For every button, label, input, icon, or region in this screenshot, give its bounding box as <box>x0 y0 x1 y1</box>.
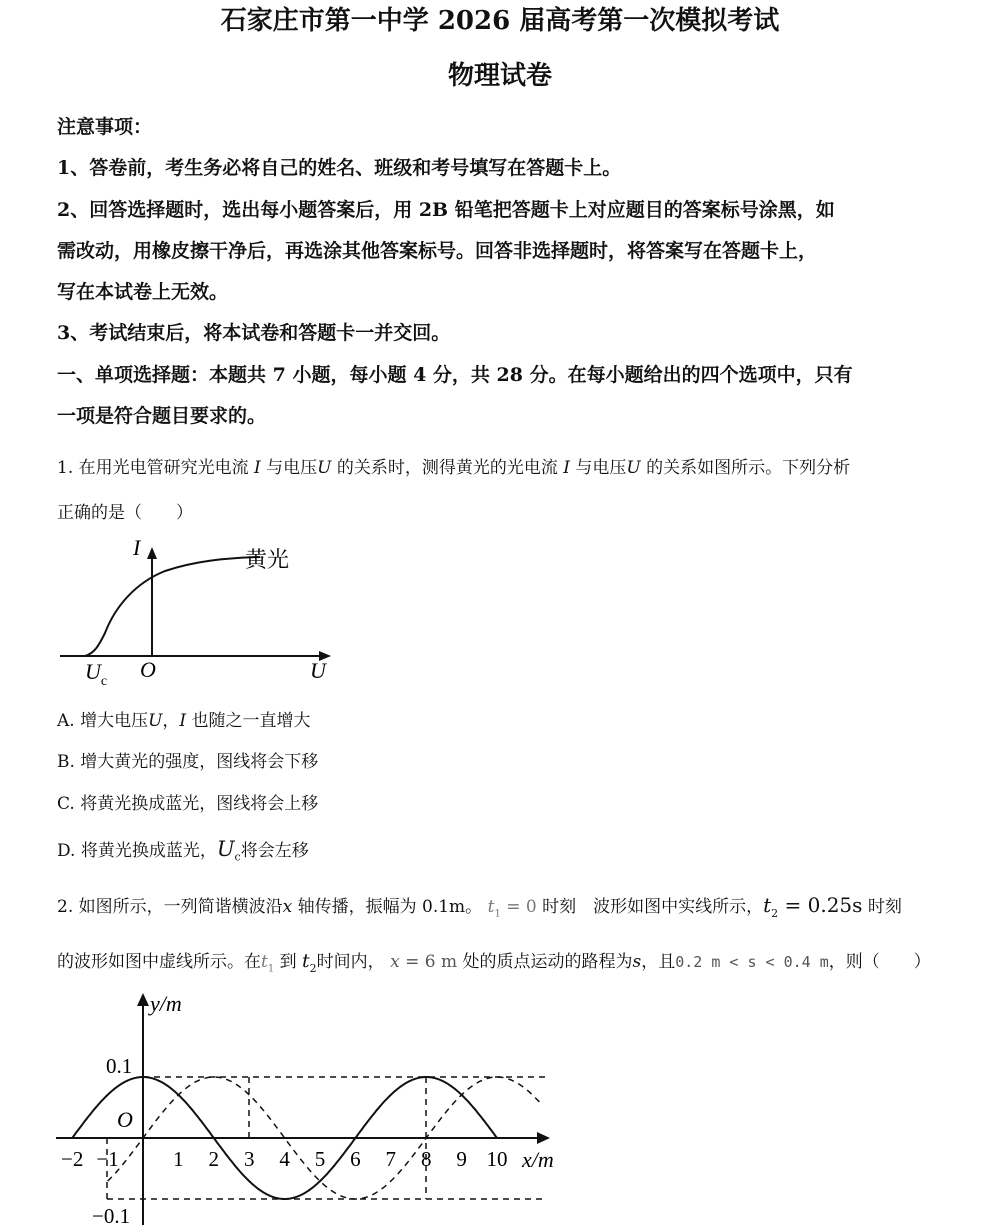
q1-photocurrent-graph <box>55 535 345 695</box>
q2-t1-eq: = 0 <box>500 897 537 917</box>
notice-line-2: 2、回答选择题时，选出每小题答案后，用 2B 铅笔把答题卡上对应题目的答案标号涂黑，如 <box>57 199 835 221</box>
q2-stem-line-1 <box>57 892 902 920</box>
q1-option-a <box>57 706 311 731</box>
q2-x-tick-label: 10 <box>486 1147 508 1171</box>
q2-y-tick-0.1: 0.1 <box>106 1054 133 1078</box>
q1-option-a-var-voltage: U <box>148 711 163 731</box>
q2-x-eq: = 6 m <box>399 952 458 972</box>
notice-line-3: 需改动，用橡皮擦干净后，再选涂其他答案标号。回答非选择题时，将答案写在答题卡上， <box>57 240 818 262</box>
q2-t2-sub: 2 <box>309 961 317 975</box>
q1-option-d-var-cutoff: U <box>216 837 235 861</box>
q1-stem-line-2: 正确的是（ ） <box>57 503 193 523</box>
q2-x-axis-label: x/m <box>522 1147 554 1172</box>
q1-var-voltage: U <box>626 458 641 478</box>
q2-stem-text: 时刻 <box>862 897 902 917</box>
notice-line-1: 1、答卷前，考生务必将自己的姓名、班级和考号填写在答题卡上。 <box>57 157 622 179</box>
q1-stem-text: 的关系时，测得黄光的光电流 <box>336 458 558 478</box>
q2-x-tick-label: 7 <box>385 1147 397 1171</box>
q1-option-d-text: D. 将黄光换成蓝光， <box>57 841 217 861</box>
q2-position-expr <box>390 952 457 972</box>
q1-stem-text: 与电压 <box>575 458 627 478</box>
q2-t2-expr <box>763 893 863 920</box>
q2-var-s: s <box>632 952 642 972</box>
q1-var-current: I <box>563 458 571 478</box>
q2-stem-text: 处的质点运动的路程为 <box>457 952 633 972</box>
q2-x-tick-label: 1 <box>173 1147 184 1171</box>
q2-x-tick-label: 5 <box>314 1147 326 1171</box>
q1-option-c: C. 将黄光换成蓝光，图线将会上移 <box>57 794 319 814</box>
q2-stem-text: ，则（ ） <box>828 952 931 972</box>
q2-var-x: x <box>282 897 293 917</box>
q1-var-current: I <box>254 458 261 478</box>
q1-option-d-text: 将会左移 <box>240 841 309 861</box>
q1-yellow-light-curve <box>85 557 260 656</box>
q2-y-tick-minus0.1: −0.1 <box>92 1204 131 1228</box>
q2-stem-text: 轴传播，振幅为 0.1m。 <box>292 897 483 917</box>
q2-x-axis-arrow <box>537 1132 550 1144</box>
notice-heading: 注意事项： <box>57 116 153 138</box>
q1-option-d <box>57 836 309 863</box>
q1-option-a-sep: ， <box>162 711 180 731</box>
q2-var-x: x <box>390 952 400 972</box>
q1-option-b: B. 增大黄光的强度，图线将会下移 <box>57 752 319 772</box>
q1-var-voltage: U <box>317 458 332 478</box>
q2-stem-line-2 <box>57 947 931 975</box>
q2-t2-eq: = 0.25s <box>778 893 863 917</box>
q2-t1-var: t <box>261 952 268 972</box>
notice-line-4: 写在本试卷上无效。 <box>57 281 229 303</box>
q2-stem-text: 的波形如图中虚线所示。在 <box>57 952 261 972</box>
notice-line-5: 3、考试结束后，将本试卷和答题卡一并交回。 <box>57 322 451 344</box>
q2-t2-var: t <box>302 950 310 972</box>
q2-x-tick-labels <box>61 1147 507 1171</box>
q2-x-tick-label: 4 <box>279 1147 290 1171</box>
q1-y-axis-label: I <box>133 535 141 560</box>
q2-t1-sub: 1 <box>494 908 501 920</box>
q2-t1-expr <box>487 897 537 920</box>
q2-x-tick-label: 2 <box>208 1147 220 1171</box>
q2-x-tick-label: 3 <box>243 1147 255 1171</box>
q1-option-a-var-current: I <box>179 711 187 731</box>
q2-t2-sub: 2 <box>771 907 779 920</box>
q2-origin-label: O <box>117 1107 133 1132</box>
q2-t1-sub: 1 <box>267 963 275 975</box>
q1-x-axis-label: U <box>310 658 326 683</box>
q2-t1-expr <box>261 952 275 975</box>
q2-t2-expr <box>302 950 317 975</box>
q2-x-tick-label: 6 <box>350 1147 361 1171</box>
q1-stem-text: 与电压 <box>266 458 318 478</box>
q1-option-a-text: A. 增大电压 <box>57 711 149 731</box>
q1-stem-line-1 <box>57 453 850 478</box>
q2-stem-text: 到 <box>274 952 303 972</box>
q2-t2-var: t <box>763 893 772 917</box>
section-1-instruction-line-2: 一项是符合题目要求的。 <box>57 405 267 427</box>
q1-curve-label: 黄光 <box>245 547 290 572</box>
q2-waveform-graph <box>50 985 570 1230</box>
paper-title: 石家庄市第一中学 2026 届高考第一次模拟考试 <box>220 6 780 36</box>
q1-stem-text: 1. 在用光电管研究光电流 <box>57 458 249 478</box>
paper-subject: 物理试卷 <box>447 61 552 91</box>
q2-inequality: 0.2 m < s < 0.4 m <box>675 953 829 971</box>
q2-x-tick-label: 8 <box>420 1147 432 1171</box>
q1-cutoff-main: U <box>85 659 101 684</box>
q2-stem-text: 时刻 波形如图中实线所示， <box>536 897 764 917</box>
q2-stem-text: 时间内， <box>316 952 385 972</box>
q1-y-axis-arrow <box>147 547 157 559</box>
q2-stem-text: 2. 如图所示，一列简谐横波沿 <box>57 897 283 917</box>
q1-option-d-var-sub: c <box>234 850 241 864</box>
q2-x-tick-label: −1 <box>96 1147 119 1171</box>
q1-stem-text: 的关系如图所示。下列分析 <box>646 458 851 478</box>
q1-option-a-text: 也随之一直增大 <box>186 711 311 731</box>
section-1-instruction-line-1: 一、单项选择题：本题共 7 小题，每小题 4 分，共 28 分。在每小题给出的四个选项中，只有 <box>57 364 853 386</box>
q1-cutoff-sub: c <box>100 674 108 689</box>
q2-x-tick-label: −2 <box>61 1147 84 1171</box>
q2-y-axis-label: y/m <box>150 991 182 1016</box>
q1-cutoff-voltage-label <box>85 659 107 689</box>
q2-stem-text: ，且 <box>641 952 676 972</box>
q2-y-axis-arrow <box>137 993 149 1006</box>
q2-x-tick-label: 9 <box>456 1147 467 1171</box>
q2-t1-var: t <box>487 897 495 917</box>
q1-origin-label: O <box>140 657 156 682</box>
